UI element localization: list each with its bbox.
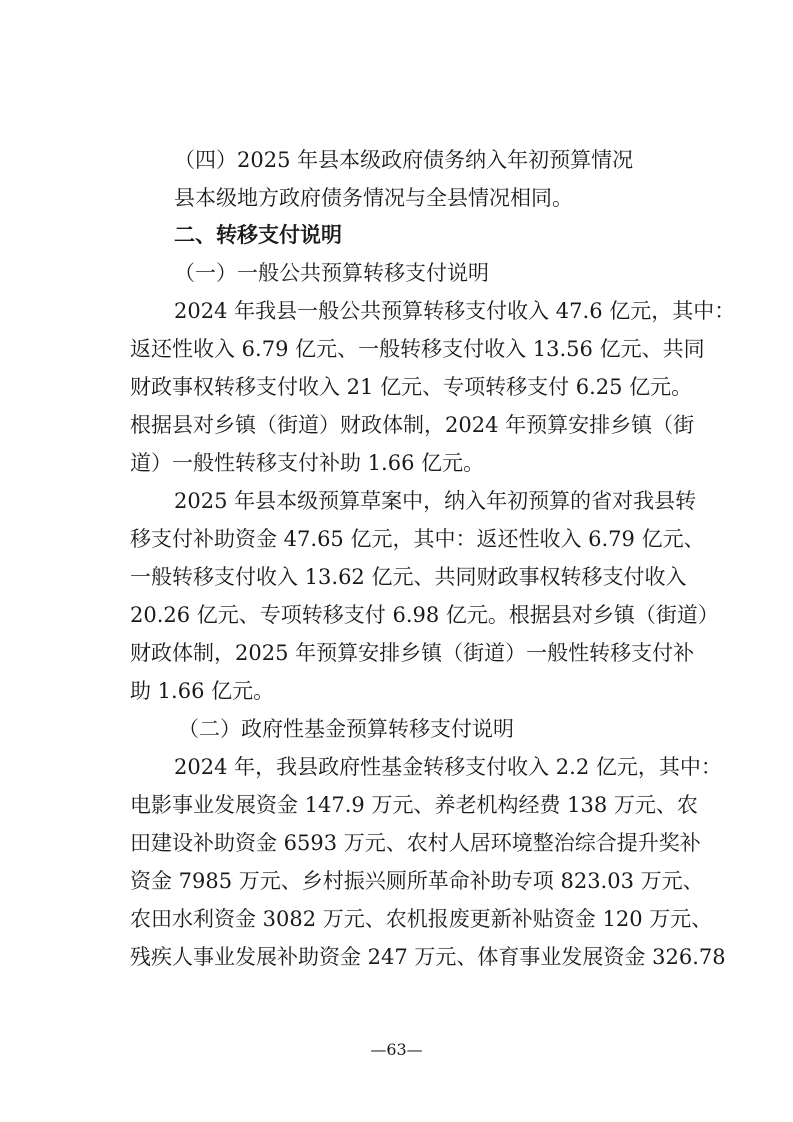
paragraph-line: 移支付补助资金 47.65 亿元，其中：返还性收入 6.79 亿元、 xyxy=(130,527,705,551)
paragraph-line: 农田水利资金 3082 万元、农机报废更新补贴资金 120 万元、 xyxy=(130,907,713,931)
paragraph-line: 助 1.66 亿元。 xyxy=(130,679,275,703)
paragraph-line: 2025 年县本级预算草案中，纳入年初预算的省对我县转 xyxy=(174,489,697,513)
paragraph-line: 一般转移支付收入 13.62 亿元、共同财政事权转移支付收入 xyxy=(130,565,687,589)
paragraph-line: 根据县对乡镇（街道）财政体制，2024 年预算安排乡镇（街 xyxy=(130,413,695,437)
paragraph-line: 县本级地方政府债务情况与全县情况相同。 xyxy=(174,186,573,210)
paragraph-line: 电影事业发展资金 147.9 万元、养老机构经费 138 万元、农 xyxy=(130,793,698,817)
paragraph-line: 资金 7985 万元、乡村振兴厕所革命补助专项 823.03 万元、 xyxy=(130,869,704,893)
paragraph-line: 返还性收入 6.79 亿元、一般转移支付收入 13.56 亿元、共同 xyxy=(130,337,705,361)
subsection-heading-1: （一）一般公共预算转移支付说明 xyxy=(174,261,489,285)
paragraph-line: 道）一般性转移支付补助 1.66 亿元。 xyxy=(130,451,485,475)
section-heading-4: （四）2025 年县本级政府债务纳入年初预算情况 xyxy=(174,148,634,172)
paragraph-line: 2024 年我县一般公共预算转移支付收入 47.6 亿元，其中： xyxy=(174,299,736,323)
paragraph-line: 田建设补助资金 6593 万元、农村人居环境整治综合提升奖补 xyxy=(130,831,701,855)
page-number: —63— xyxy=(370,1040,423,1059)
paragraph-line: 残疾人事业发展补助资金 247 万元、体育事业发展资金 326.78 xyxy=(130,945,726,969)
paragraph-line: 财政事权转移支付收入 21 亿元、专项转移支付 6.25 亿元。 xyxy=(130,375,693,399)
paragraph-line: 2024 年，我县政府性基金转移支付收入 2.2 亿元，其中： xyxy=(174,755,722,779)
paragraph-line: 财政体制，2025 年预算安排乡镇（街道）一般性转移支付补 xyxy=(130,641,695,665)
subsection-heading-2: （二）政府性基金预算转移支付说明 xyxy=(178,717,514,741)
paragraph-line: 20.26 亿元、专项转移支付 6.98 亿元。根据县对乡镇（街道） xyxy=(130,603,719,627)
chapter-heading: 二、转移支付说明 xyxy=(174,223,342,247)
